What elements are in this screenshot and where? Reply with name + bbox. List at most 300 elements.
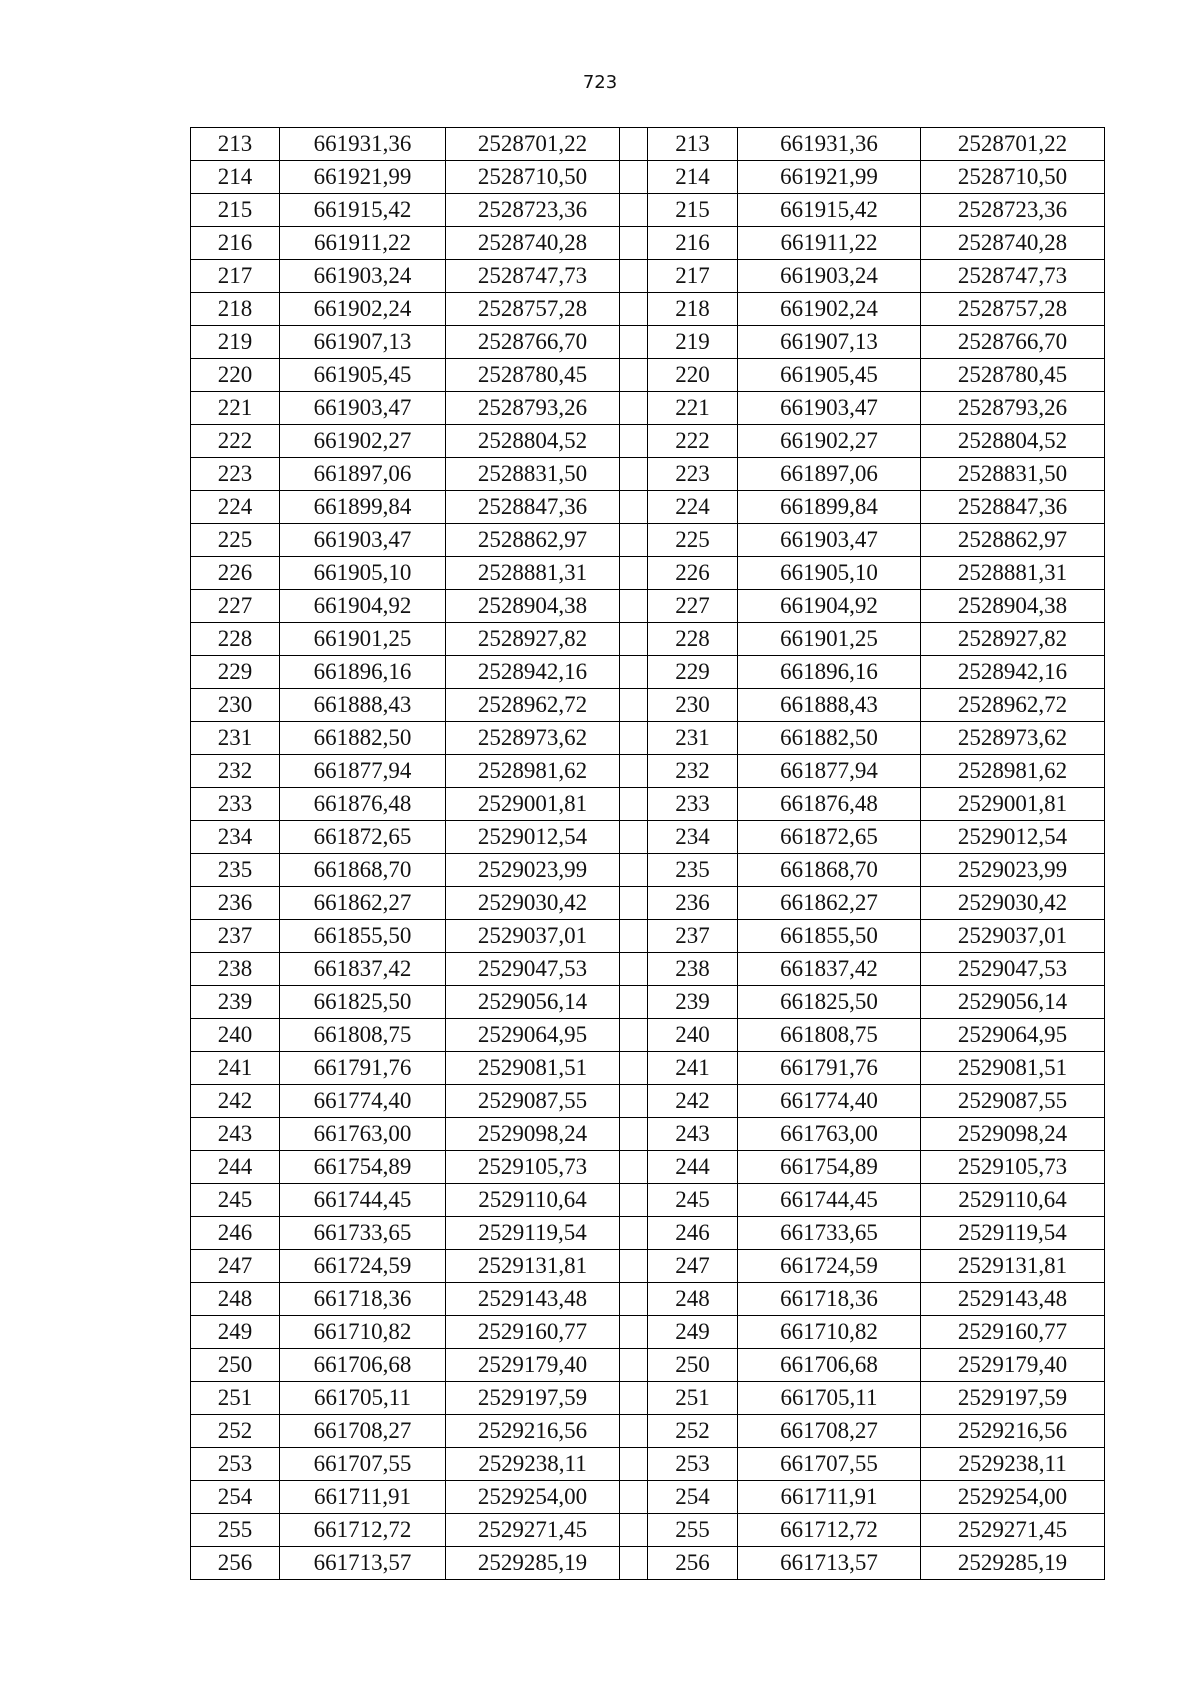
left-point-number-cell: 245 (191, 1184, 280, 1217)
right-x-coordinate-cell: 661888,43 (738, 689, 921, 722)
right-y-coordinate-cell: 2529143,48 (921, 1283, 1105, 1316)
left-x-coordinate-cell: 661706,68 (280, 1349, 446, 1382)
left-y-coordinate-cell: 2529285,19 (446, 1547, 620, 1580)
left-point-number-cell: 228 (191, 623, 280, 656)
left-y-coordinate-cell: 2528710,50 (446, 161, 620, 194)
left-point-number-cell: 251 (191, 1382, 280, 1415)
separator-cell (620, 1448, 648, 1481)
table-row (191, 1448, 1105, 1481)
left-x-coordinate-cell: 661902,24 (280, 293, 446, 326)
right-point-number-cell: 218 (648, 293, 738, 326)
right-point-number-cell: 242 (648, 1085, 738, 1118)
separator-cell (620, 854, 648, 887)
separator-cell (620, 1349, 648, 1382)
separator-cell (620, 689, 648, 722)
page-number: 723 (582, 72, 618, 93)
left-y-coordinate-cell: 2529238,11 (446, 1448, 620, 1481)
right-y-coordinate-cell: 2528740,28 (921, 227, 1105, 260)
right-y-coordinate-cell: 2529105,73 (921, 1151, 1105, 1184)
left-y-coordinate-cell: 2528904,38 (446, 590, 620, 623)
right-x-coordinate-cell: 661877,94 (738, 755, 921, 788)
left-y-coordinate-cell: 2528747,73 (446, 260, 620, 293)
left-x-coordinate-cell: 661901,25 (280, 623, 446, 656)
left-y-coordinate-cell: 2529087,55 (446, 1085, 620, 1118)
right-x-coordinate-cell: 661931,36 (738, 128, 921, 161)
table-row (191, 1316, 1105, 1349)
right-x-coordinate-cell: 661905,10 (738, 557, 921, 590)
left-y-coordinate-cell: 2529023,99 (446, 854, 620, 887)
table-row (191, 788, 1105, 821)
right-point-number-cell: 225 (648, 524, 738, 557)
coordinates-table (190, 127, 1105, 1580)
right-y-coordinate-cell: 2528881,31 (921, 557, 1105, 590)
left-y-coordinate-cell: 2528766,70 (446, 326, 620, 359)
right-x-coordinate-cell: 661808,75 (738, 1019, 921, 1052)
left-point-number-cell: 247 (191, 1250, 280, 1283)
left-y-coordinate-cell: 2529001,81 (446, 788, 620, 821)
right-y-coordinate-cell: 2529012,54 (921, 821, 1105, 854)
left-point-number-cell: 237 (191, 920, 280, 953)
right-y-coordinate-cell: 2528766,70 (921, 326, 1105, 359)
separator-cell (620, 1250, 648, 1283)
left-x-coordinate-cell: 661905,10 (280, 557, 446, 590)
right-point-number-cell: 251 (648, 1382, 738, 1415)
left-y-coordinate-cell: 2529131,81 (446, 1250, 620, 1283)
separator-cell (620, 194, 648, 227)
left-y-coordinate-cell: 2529254,00 (446, 1481, 620, 1514)
right-y-coordinate-cell: 2529037,01 (921, 920, 1105, 953)
separator-cell (620, 524, 648, 557)
left-x-coordinate-cell: 661915,42 (280, 194, 446, 227)
left-point-number-cell: 240 (191, 1019, 280, 1052)
right-x-coordinate-cell: 661911,22 (738, 227, 921, 260)
left-y-coordinate-cell: 2529179,40 (446, 1349, 620, 1382)
left-point-number-cell: 243 (191, 1118, 280, 1151)
left-y-coordinate-cell: 2528793,26 (446, 392, 620, 425)
right-point-number-cell: 246 (648, 1217, 738, 1250)
separator-cell (620, 161, 648, 194)
separator-cell (620, 1184, 648, 1217)
left-x-coordinate-cell: 661903,47 (280, 524, 446, 557)
table-row (191, 1283, 1105, 1316)
right-x-coordinate-cell: 661711,91 (738, 1481, 921, 1514)
right-y-coordinate-cell: 2528927,82 (921, 623, 1105, 656)
table-row (191, 524, 1105, 557)
left-point-number-cell: 232 (191, 755, 280, 788)
right-y-coordinate-cell: 2528962,72 (921, 689, 1105, 722)
separator-cell (620, 722, 648, 755)
left-y-coordinate-cell: 2529143,48 (446, 1283, 620, 1316)
right-y-coordinate-cell: 2529119,54 (921, 1217, 1105, 1250)
right-x-coordinate-cell: 661763,00 (738, 1118, 921, 1151)
left-point-number-cell: 239 (191, 986, 280, 1019)
left-y-coordinate-cell: 2529037,01 (446, 920, 620, 953)
left-point-number-cell: 233 (191, 788, 280, 821)
left-y-coordinate-cell: 2528881,31 (446, 557, 620, 590)
left-y-coordinate-cell: 2528847,36 (446, 491, 620, 524)
right-y-coordinate-cell: 2528793,26 (921, 392, 1105, 425)
right-point-number-cell: 249 (648, 1316, 738, 1349)
separator-cell (620, 1415, 648, 1448)
left-y-coordinate-cell: 2528962,72 (446, 689, 620, 722)
table-row (191, 1349, 1105, 1382)
separator-cell (620, 293, 648, 326)
right-y-coordinate-cell: 2529098,24 (921, 1118, 1105, 1151)
separator-cell (620, 128, 648, 161)
right-x-coordinate-cell: 661899,84 (738, 491, 921, 524)
left-point-number-cell: 223 (191, 458, 280, 491)
table-row (191, 260, 1105, 293)
right-y-coordinate-cell: 2529216,56 (921, 1415, 1105, 1448)
separator-cell (620, 953, 648, 986)
left-point-number-cell: 226 (191, 557, 280, 590)
right-x-coordinate-cell: 661774,40 (738, 1085, 921, 1118)
right-x-coordinate-cell: 661705,11 (738, 1382, 921, 1415)
right-point-number-cell: 223 (648, 458, 738, 491)
left-x-coordinate-cell: 661774,40 (280, 1085, 446, 1118)
left-x-coordinate-cell: 661872,65 (280, 821, 446, 854)
right-point-number-cell: 219 (648, 326, 738, 359)
right-x-coordinate-cell: 661903,47 (738, 392, 921, 425)
left-point-number-cell: 238 (191, 953, 280, 986)
right-x-coordinate-cell: 661872,65 (738, 821, 921, 854)
left-x-coordinate-cell: 661882,50 (280, 722, 446, 755)
right-x-coordinate-cell: 661708,27 (738, 1415, 921, 1448)
left-x-coordinate-cell: 661711,91 (280, 1481, 446, 1514)
right-x-coordinate-cell: 661868,70 (738, 854, 921, 887)
right-point-number-cell: 233 (648, 788, 738, 821)
right-point-number-cell: 250 (648, 1349, 738, 1382)
right-y-coordinate-cell: 2528904,38 (921, 590, 1105, 623)
right-point-number-cell: 214 (648, 161, 738, 194)
left-x-coordinate-cell: 661808,75 (280, 1019, 446, 1052)
left-x-coordinate-cell: 661931,36 (280, 128, 446, 161)
right-point-number-cell: 235 (648, 854, 738, 887)
left-x-coordinate-cell: 661897,06 (280, 458, 446, 491)
right-x-coordinate-cell: 661905,45 (738, 359, 921, 392)
left-point-number-cell: 215 (191, 194, 280, 227)
right-x-coordinate-cell: 661754,89 (738, 1151, 921, 1184)
separator-cell (620, 1514, 648, 1547)
left-point-number-cell: 216 (191, 227, 280, 260)
right-x-coordinate-cell: 661706,68 (738, 1349, 921, 1382)
right-x-coordinate-cell: 661902,24 (738, 293, 921, 326)
left-y-coordinate-cell: 2528701,22 (446, 128, 620, 161)
left-y-coordinate-cell: 2529271,45 (446, 1514, 620, 1547)
right-point-number-cell: 230 (648, 689, 738, 722)
separator-cell (620, 1052, 648, 1085)
left-point-number-cell: 244 (191, 1151, 280, 1184)
right-point-number-cell: 220 (648, 359, 738, 392)
separator-cell (620, 1151, 648, 1184)
right-point-number-cell: 224 (648, 491, 738, 524)
left-y-coordinate-cell: 2528804,52 (446, 425, 620, 458)
table-row (191, 326, 1105, 359)
left-y-coordinate-cell: 2528740,28 (446, 227, 620, 260)
right-point-number-cell: 231 (648, 722, 738, 755)
separator-cell (620, 755, 648, 788)
separator-cell (620, 821, 648, 854)
table-row (191, 689, 1105, 722)
left-point-number-cell: 254 (191, 1481, 280, 1514)
table-row (191, 1217, 1105, 1250)
separator-cell (620, 1382, 648, 1415)
left-x-coordinate-cell: 661837,42 (280, 953, 446, 986)
right-y-coordinate-cell: 2528757,28 (921, 293, 1105, 326)
right-y-coordinate-cell: 2528723,36 (921, 194, 1105, 227)
separator-cell (620, 326, 648, 359)
left-y-coordinate-cell: 2528942,16 (446, 656, 620, 689)
table-row (191, 425, 1105, 458)
table-row (191, 1118, 1105, 1151)
left-point-number-cell: 214 (191, 161, 280, 194)
table-row (191, 1085, 1105, 1118)
left-x-coordinate-cell: 661712,72 (280, 1514, 446, 1547)
right-y-coordinate-cell: 2529047,53 (921, 953, 1105, 986)
right-x-coordinate-cell: 661903,47 (738, 524, 921, 557)
left-point-number-cell: 231 (191, 722, 280, 755)
separator-cell (620, 656, 648, 689)
right-x-coordinate-cell: 661855,50 (738, 920, 921, 953)
table-row (191, 1514, 1105, 1547)
table-row (191, 392, 1105, 425)
left-x-coordinate-cell: 661862,27 (280, 887, 446, 920)
right-point-number-cell: 216 (648, 227, 738, 260)
table-row (191, 821, 1105, 854)
table-row (191, 128, 1105, 161)
right-x-coordinate-cell: 661921,99 (738, 161, 921, 194)
right-x-coordinate-cell: 661791,76 (738, 1052, 921, 1085)
left-point-number-cell: 249 (191, 1316, 280, 1349)
left-x-coordinate-cell: 661825,50 (280, 986, 446, 1019)
left-y-coordinate-cell: 2529012,54 (446, 821, 620, 854)
left-x-coordinate-cell: 661754,89 (280, 1151, 446, 1184)
left-x-coordinate-cell: 661907,13 (280, 326, 446, 359)
left-y-coordinate-cell: 2529047,53 (446, 953, 620, 986)
left-y-coordinate-cell: 2528927,82 (446, 623, 620, 656)
right-y-coordinate-cell: 2529001,81 (921, 788, 1105, 821)
separator-cell (620, 557, 648, 590)
right-x-coordinate-cell: 661825,50 (738, 986, 921, 1019)
table-row (191, 1250, 1105, 1283)
left-x-coordinate-cell: 661724,59 (280, 1250, 446, 1283)
table-row (191, 1481, 1105, 1514)
left-point-number-cell: 230 (191, 689, 280, 722)
right-y-coordinate-cell: 2528710,50 (921, 161, 1105, 194)
right-x-coordinate-cell: 661733,65 (738, 1217, 921, 1250)
left-y-coordinate-cell: 2529216,56 (446, 1415, 620, 1448)
right-y-coordinate-cell: 2528942,16 (921, 656, 1105, 689)
left-x-coordinate-cell: 661904,92 (280, 590, 446, 623)
left-point-number-cell: 225 (191, 524, 280, 557)
left-y-coordinate-cell: 2528981,62 (446, 755, 620, 788)
left-point-number-cell: 250 (191, 1349, 280, 1382)
left-point-number-cell: 248 (191, 1283, 280, 1316)
table-row (191, 722, 1105, 755)
right-x-coordinate-cell: 661903,24 (738, 260, 921, 293)
right-y-coordinate-cell: 2529064,95 (921, 1019, 1105, 1052)
table-row (191, 986, 1105, 1019)
left-point-number-cell: 252 (191, 1415, 280, 1448)
separator-cell (620, 590, 648, 623)
right-y-coordinate-cell: 2528780,45 (921, 359, 1105, 392)
left-x-coordinate-cell: 661921,99 (280, 161, 446, 194)
table-row (191, 920, 1105, 953)
right-x-coordinate-cell: 661897,06 (738, 458, 921, 491)
right-x-coordinate-cell: 661712,72 (738, 1514, 921, 1547)
right-point-number-cell: 227 (648, 590, 738, 623)
separator-cell (620, 1283, 648, 1316)
right-y-coordinate-cell: 2528701,22 (921, 128, 1105, 161)
separator-cell (620, 1316, 648, 1349)
left-y-coordinate-cell: 2529119,54 (446, 1217, 620, 1250)
right-y-coordinate-cell: 2529179,40 (921, 1349, 1105, 1382)
right-point-number-cell: 240 (648, 1019, 738, 1052)
left-point-number-cell: 218 (191, 293, 280, 326)
right-point-number-cell: 245 (648, 1184, 738, 1217)
left-x-coordinate-cell: 661763,00 (280, 1118, 446, 1151)
left-x-coordinate-cell: 661713,57 (280, 1547, 446, 1580)
left-point-number-cell: 256 (191, 1547, 280, 1580)
left-x-coordinate-cell: 661707,55 (280, 1448, 446, 1481)
left-point-number-cell: 242 (191, 1085, 280, 1118)
table-row (191, 227, 1105, 260)
right-x-coordinate-cell: 661876,48 (738, 788, 921, 821)
separator-cell (620, 491, 648, 524)
table-row (191, 1382, 1105, 1415)
left-point-number-cell: 222 (191, 425, 280, 458)
right-y-coordinate-cell: 2528831,50 (921, 458, 1105, 491)
right-x-coordinate-cell: 661902,27 (738, 425, 921, 458)
left-x-coordinate-cell: 661902,27 (280, 425, 446, 458)
right-y-coordinate-cell: 2529197,59 (921, 1382, 1105, 1415)
table-row (191, 293, 1105, 326)
left-x-coordinate-cell: 661888,43 (280, 689, 446, 722)
right-point-number-cell: 243 (648, 1118, 738, 1151)
right-y-coordinate-cell: 2529238,11 (921, 1448, 1105, 1481)
table-row (191, 854, 1105, 887)
separator-cell (620, 1217, 648, 1250)
right-y-coordinate-cell: 2529285,19 (921, 1547, 1105, 1580)
left-x-coordinate-cell: 661905,45 (280, 359, 446, 392)
left-point-number-cell: 227 (191, 590, 280, 623)
table-row (191, 1052, 1105, 1085)
separator-cell (620, 1019, 648, 1052)
table-row (191, 458, 1105, 491)
left-x-coordinate-cell: 661899,84 (280, 491, 446, 524)
table-row (191, 1547, 1105, 1580)
left-y-coordinate-cell: 2528862,97 (446, 524, 620, 557)
left-point-number-cell: 217 (191, 260, 280, 293)
left-y-coordinate-cell: 2529030,42 (446, 887, 620, 920)
separator-cell (620, 227, 648, 260)
table-row (191, 1151, 1105, 1184)
right-x-coordinate-cell: 661718,36 (738, 1283, 921, 1316)
table-row (191, 194, 1105, 227)
left-y-coordinate-cell: 2529197,59 (446, 1382, 620, 1415)
right-y-coordinate-cell: 2529056,14 (921, 986, 1105, 1019)
right-x-coordinate-cell: 661710,82 (738, 1316, 921, 1349)
right-y-coordinate-cell: 2529160,77 (921, 1316, 1105, 1349)
left-y-coordinate-cell: 2528757,28 (446, 293, 620, 326)
left-point-number-cell: 235 (191, 854, 280, 887)
left-x-coordinate-cell: 661911,22 (280, 227, 446, 260)
left-point-number-cell: 236 (191, 887, 280, 920)
right-point-number-cell: 248 (648, 1283, 738, 1316)
right-y-coordinate-cell: 2528981,62 (921, 755, 1105, 788)
right-point-number-cell: 228 (648, 623, 738, 656)
separator-cell (620, 1085, 648, 1118)
table-row (191, 1184, 1105, 1217)
right-point-number-cell: 244 (648, 1151, 738, 1184)
right-x-coordinate-cell: 661862,27 (738, 887, 921, 920)
left-x-coordinate-cell: 661855,50 (280, 920, 446, 953)
right-point-number-cell: 247 (648, 1250, 738, 1283)
table-row (191, 161, 1105, 194)
table-row (191, 491, 1105, 524)
right-point-number-cell: 229 (648, 656, 738, 689)
right-y-coordinate-cell: 2529023,99 (921, 854, 1105, 887)
separator-cell (620, 920, 648, 953)
right-point-number-cell: 252 (648, 1415, 738, 1448)
separator-cell (620, 392, 648, 425)
right-point-number-cell: 241 (648, 1052, 738, 1085)
table-row (191, 557, 1105, 590)
left-x-coordinate-cell: 661868,70 (280, 854, 446, 887)
right-y-coordinate-cell: 2529131,81 (921, 1250, 1105, 1283)
left-y-coordinate-cell: 2529160,77 (446, 1316, 620, 1349)
table-row (191, 953, 1105, 986)
right-point-number-cell: 226 (648, 557, 738, 590)
right-point-number-cell: 255 (648, 1514, 738, 1547)
left-y-coordinate-cell: 2529064,95 (446, 1019, 620, 1052)
left-x-coordinate-cell: 661791,76 (280, 1052, 446, 1085)
separator-cell (620, 623, 648, 656)
left-y-coordinate-cell: 2528780,45 (446, 359, 620, 392)
right-point-number-cell: 253 (648, 1448, 738, 1481)
table-row (191, 1415, 1105, 1448)
left-point-number-cell: 221 (191, 392, 280, 425)
left-point-number-cell: 246 (191, 1217, 280, 1250)
right-point-number-cell: 222 (648, 425, 738, 458)
right-y-coordinate-cell: 2528862,97 (921, 524, 1105, 557)
right-point-number-cell: 238 (648, 953, 738, 986)
left-point-number-cell: 255 (191, 1514, 280, 1547)
left-point-number-cell: 219 (191, 326, 280, 359)
separator-cell (620, 887, 648, 920)
right-point-number-cell: 236 (648, 887, 738, 920)
right-y-coordinate-cell: 2529030,42 (921, 887, 1105, 920)
right-y-coordinate-cell: 2529087,55 (921, 1085, 1105, 1118)
separator-cell (620, 1547, 648, 1580)
separator-cell (620, 986, 648, 1019)
left-x-coordinate-cell: 661903,24 (280, 260, 446, 293)
left-y-coordinate-cell: 2529098,24 (446, 1118, 620, 1151)
left-x-coordinate-cell: 661877,94 (280, 755, 446, 788)
left-y-coordinate-cell: 2528723,36 (446, 194, 620, 227)
right-point-number-cell: 221 (648, 392, 738, 425)
left-x-coordinate-cell: 661718,36 (280, 1283, 446, 1316)
right-point-number-cell: 215 (648, 194, 738, 227)
left-point-number-cell: 234 (191, 821, 280, 854)
left-point-number-cell: 229 (191, 656, 280, 689)
right-x-coordinate-cell: 661896,16 (738, 656, 921, 689)
left-x-coordinate-cell: 661876,48 (280, 788, 446, 821)
left-y-coordinate-cell: 2528973,62 (446, 722, 620, 755)
left-point-number-cell: 213 (191, 128, 280, 161)
right-x-coordinate-cell: 661901,25 (738, 623, 921, 656)
right-y-coordinate-cell: 2529271,45 (921, 1514, 1105, 1547)
